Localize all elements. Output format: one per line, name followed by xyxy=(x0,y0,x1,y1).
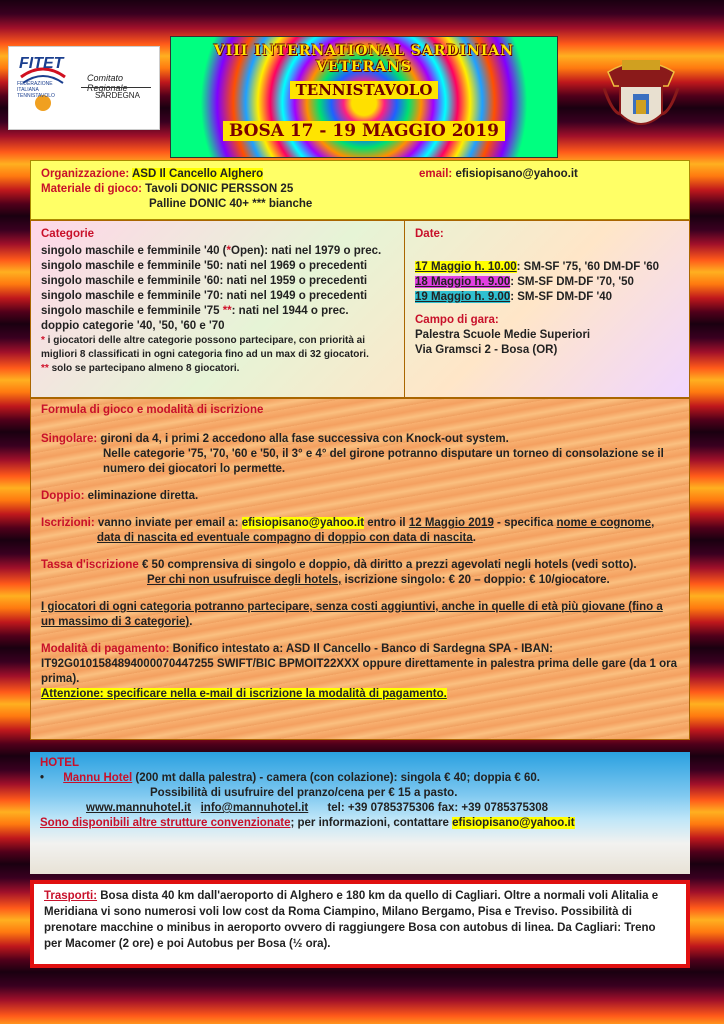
singles-label: Singolare: xyxy=(41,433,98,445)
date-19: 19 Maggio h. 9.00: SM-SF DM-DF '40 xyxy=(415,291,612,303)
venue-name: Palestra Scuole Medie Superiori xyxy=(415,329,591,341)
categories-panel: Categorie singolo maschile e femminile '40 (*Open): nati nel 1979 o prec. singolo maschile e femminile '50: nati nel 1969 o precedenti singolo maschile e femminile '60: nati nel 1959 o precedenti singolo maschile e femminile '70: nati nel 1949 o precedenti singolo maschile e femminile '75 **: nati nel 1944 o prec. doppio categorie '40, '50, '60 e '70 * i giocatori delle altre categorie possono partecipare, con priorità ai migliori 8 classificati in ogni categoria fino ad un max di 32 giocatori. ** solo se partecipano almeno 8 giocatori. xyxy=(31,221,405,397)
category-doubles: doppio categorie '40, '50, '60 e '70 xyxy=(41,320,225,332)
venue-title: Campo di gara: xyxy=(415,314,499,326)
hotel-desc: (200 mt dalla palestra) - camera (con colazione): singola € 40; doppia € 60. xyxy=(132,772,540,784)
hotel-section: HOTEL • Mannu Hotel (200 mt dalla palestra) - camera (con colazione): singola € 40; doppia € 60. Possibilità di usufruire del pranzo/cena per € 15 a pasto. www.mannuhotel.it info@mannuhotel.it tel: +39 0785375306 fax: +39 0785375308 Sono disponibili altre strutture convenzionate; per informazioni, contattare efisiopisano@yahoo.it xyxy=(30,752,690,874)
banner-title: VIII INTERNATIONAL SARDINIAN VETERANS xyxy=(213,43,515,75)
payment-text: Bonifico intestato a: ASD Il Cancello - Banco di Sardegna SPA - IBAN: xyxy=(169,643,554,655)
material-label: Materiale di gioco: xyxy=(41,183,142,195)
hotel-title: HOTEL xyxy=(40,757,79,769)
fee-label: Tassa d'iscrizione xyxy=(41,559,139,571)
registration-details: data di nascita ed eventuale compagno di doppio con data di nascita xyxy=(97,532,473,544)
fitet-name: FITET xyxy=(19,55,64,72)
transport-label: Trasporti: xyxy=(44,890,98,902)
category-70: singolo maschile e femminile '70: nati nel 1949 o precedenti xyxy=(41,290,368,302)
category-50: singolo maschile e femminile '50: nati nel 1969 o precedenti xyxy=(41,260,368,272)
category-40: singolo maschile e femminile '40 ( xyxy=(41,245,227,257)
banner-sport: TENNISTAVOLO xyxy=(290,81,439,99)
format-registration-section: Formula di gioco e modalità di iscrizione Singolare: gironi da 4, i primi 2 accedono alla fase successiva con Knock-out system. Nelle categorie '75, '70, '60 e '50, il 3° e 4° del girone potranno disputare un torneo di consolazione se il numero dei giocatori lo permette. Doppio: eliminazione diretta. Iscrizioni: vanno inviate per email a: efisiopisano@yahoo.it entro il 12 Maggio 2019 - specifica nome e cognome, data di nascita ed eventuale compagno di doppio con data di nascita. Tassa d'iscrizione € 50 comprensiva di singolo e doppio, dà diritto a prezzi agevolati negli hotels (vedi sotto). Per chi non usufruisce degli hotels, iscrizione singolo: € 20 – doppio: € 10/giocatore. I giocatori di ogni categoria potranno partecipare, senza costi aggiuntivi, anche in quelle di età più giovane (fino a un massimo di 3 categorie). Modalità di pagamento: Bonifico intestato a: ASD Il Cancello - Banco di Sardegna SPA - IBAN: IT92G0101584894000070447255 SWIFT/BIC BPMOIT22XXX oppure direttamente in palestra prima delle gare (da 1 ora prima). Attenzione: specificare nella e-mail di iscrizione la modalità di pagamento. xyxy=(30,398,690,740)
registration-deadline: 12 Maggio 2019 xyxy=(408,517,494,529)
fitet-logo xyxy=(8,46,160,130)
singles-text: gironi da 4, i primi 2 accedono alla fase successiva con Knock-out system. xyxy=(97,433,509,445)
bullet-icon: • xyxy=(40,772,45,784)
date-17: 17 Maggio h. 10.00: SM-SF '75, '60 DM-DF '60 xyxy=(415,261,660,273)
transport-text: Bosa dista 40 km dall'aeroporto di Alghero e 180 km da quello di Cagliari. Oltre a normali voli Alitalia e Meridiana vi sono numerosi voli low cost da Roma Ciampino, Milano Bergamo, Pisa e Treviso. Possibilità di prenotare macchine o minibus in aeroporto ovvero di raggiungere Bosa con autobus di linea. Da Cagliari: Treno per Macomer (2 ore) e poi Autobus per Bosa (½ ora). xyxy=(44,890,659,950)
payment-iban: IT92G0101584894000070447255 SWIFT/BIC BPMOIT22XXX oppure direttamente in palestra prima delle gare (da 1 ora prima). xyxy=(41,658,677,685)
registration-line: Iscrizioni: vanno inviate per email a: efisiopisano@yahoo.it entro il 12 Maggio 2019 - specifica nome e cognome, xyxy=(41,517,655,529)
category-note-2: ** solo se partecipano almeno 8 giocatori. xyxy=(41,363,240,374)
registration-email[interactable]: efisiopisano@yahoo.it xyxy=(241,517,365,529)
bosa-crest-icon xyxy=(598,52,684,138)
email-label: email: xyxy=(419,168,453,180)
banner-dates: BOSA 17 - 19 MAGGIO 2019 xyxy=(223,121,505,141)
comitato-label: Comitato Regionale xyxy=(87,73,128,93)
hotel-website-link[interactable]: www.mannuhotel.it xyxy=(86,802,191,814)
payment-attention: Attenzione: specificare nella e-mail di iscrizione la modalità di pagamento. xyxy=(41,688,447,700)
material-tables: Tavoli DONIC PERSSON 25 xyxy=(141,183,294,195)
fitet-subtitle: FEDERAZIONE ITALIANA TENNISTAVOLO xyxy=(17,81,55,99)
doubles-text: eliminazione diretta. xyxy=(84,490,199,502)
org-name: ASD Il Cancello Alghero xyxy=(131,168,264,180)
category-60: singolo maschile e femminile '60: nati nel 1959 o precedenti xyxy=(41,275,368,287)
org-label: Organizzazione: xyxy=(41,168,130,180)
singles-consolation: Nelle categorie '75, '70, '60 e '50, il 3° e 4° del girone potranno disputare un torneo di consolazione se il numero dei giocatori lo permette. xyxy=(103,448,664,475)
format-title: Formula di gioco e modalità di iscrizione xyxy=(41,404,264,416)
category-75: singolo maschile e femminile '75 xyxy=(41,305,223,317)
categories-title: Categorie xyxy=(41,228,95,240)
hotel-phone: tel: +39 0785375306 fax: +39 0785375308 xyxy=(327,802,549,814)
fee-text: € 50 comprensiva di singolo e doppio, dà diritto a prezzi agevolati negli hotels (vedi sotto). xyxy=(138,559,637,571)
transport-section xyxy=(30,880,690,968)
category-note-1: * i giocatori delle altre categorie possono partecipare, con priorità ai migliori 8 classificati in ogni categoria fino ad un max di 32 giocatori. xyxy=(41,335,369,360)
multi-category-note: I giocatori di ogni categoria potranno partecipare, senza costi aggiuntivi, anche in quelle di età più giovane (fino a un massimo di 3 categorie). xyxy=(41,601,663,628)
hotel-email-link[interactable]: info@mannuhotel.it xyxy=(200,802,309,814)
hotel-name[interactable]: Mannu Hotel xyxy=(63,772,133,784)
other-hotels: Sono disponibili altre strutture convenzionate xyxy=(40,817,291,829)
material-balls: Palline DONIC 40+ *** bianche xyxy=(149,198,313,210)
fee-no-hotel: Per chi non usufruisce degli hotels, xyxy=(147,574,342,586)
payment-label: Modalità di pagamento: xyxy=(41,643,170,655)
venue-address: Via Gramsci 2 - Bosa (OR) xyxy=(415,344,558,356)
event-banner xyxy=(170,36,558,158)
org-email[interactable]: efisiopisano@yahoo.it xyxy=(455,168,578,180)
hotel-meals: Possibilità di usufruire del pranzo/cena per € 15 a pasto. xyxy=(150,787,458,799)
date-18: 18 Maggio h. 9.00: SM-SF DM-DF '70, '50 xyxy=(415,276,634,288)
comitato-divider xyxy=(81,87,151,88)
doubles-label: Doppio: xyxy=(41,490,85,502)
info-email[interactable]: efisiopisano@yahoo.it xyxy=(452,817,575,829)
categories-dates-section xyxy=(30,220,690,398)
dates-panel xyxy=(405,221,689,397)
dates-title: Date: xyxy=(415,228,444,240)
sardegna-label: SARDEGNA xyxy=(95,91,140,100)
organization-section xyxy=(30,160,690,220)
